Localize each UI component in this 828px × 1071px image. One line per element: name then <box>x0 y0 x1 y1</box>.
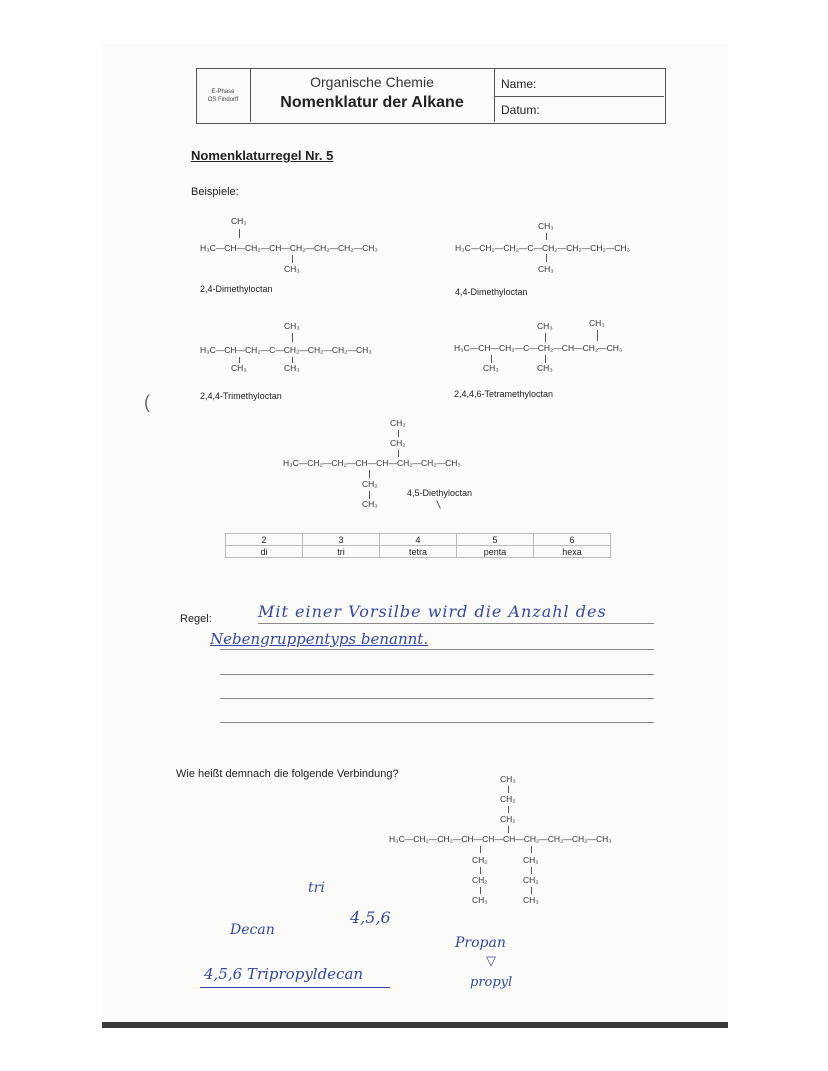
bond <box>292 255 293 263</box>
bond <box>398 430 399 437</box>
prefix-number: 5 <box>457 534 534 546</box>
example-2-main: H₃C—CH₂—CH₂—C—CH₂—CH₂—CH₂—CH₃ <box>455 243 630 253</box>
example-5-bottom-2: CH₃ <box>362 499 378 509</box>
bond <box>369 491 370 499</box>
example-5-top-1: CH₃ <box>390 418 406 428</box>
bond <box>480 867 481 874</box>
qc-top-1: CH₃ <box>500 774 516 784</box>
handwritten-decan: Decan <box>230 922 275 938</box>
example-1-bottom: CH₃ <box>284 264 300 274</box>
page-edge-shadow <box>102 1022 728 1028</box>
example-4-top-2: CH₃ <box>589 318 605 328</box>
example-3-main: H₃C—CH—CH₂—C—CH₂—CH₂—CH₂—CH₃ <box>200 345 372 355</box>
example-2-bottom: CH₃ <box>538 264 554 274</box>
prefix-number: 4 <box>380 534 457 546</box>
qc-top-3: CH₂ <box>500 814 516 824</box>
bond <box>480 846 481 853</box>
handwritten-answer: 4,5,6 Tripropyldecan <box>204 965 364 983</box>
bond <box>491 355 492 363</box>
prefix-name: tetra <box>380 546 457 558</box>
prefix-numbers-row <box>226 534 611 546</box>
bond <box>292 333 293 342</box>
answer-line-2 <box>220 649 654 650</box>
bond <box>480 887 481 894</box>
prefix-table <box>225 533 611 558</box>
example-1-top: CH₃ <box>231 216 247 226</box>
prefix-name: penta <box>457 546 534 558</box>
example-4-name: 2,4,4,6-Tetramethyloctan <box>454 389 554 399</box>
bond <box>398 450 399 457</box>
example-4-top-1: CH₃ <box>537 321 553 331</box>
example-3-bottom-1: CH₃ <box>231 363 247 373</box>
bond <box>546 233 547 240</box>
example-3-bottom-2: CH₃ <box>284 363 300 373</box>
handwritten-propyl: propyl <box>470 975 513 990</box>
subject-label: Organische Chemie <box>310 74 434 90</box>
prefix-name: hexa <box>534 546 611 558</box>
example-2-top: CH₃ <box>538 221 554 231</box>
qc-left-2: CH₂ <box>472 875 488 885</box>
rule-label: Regel: <box>180 613 212 625</box>
example-5-name: 4,5-Diethyloctan <box>407 488 473 498</box>
example-5-top-2: CH₂ <box>390 438 406 448</box>
example-4-main: H₃C—CH—CH₂—C—CH₂—CH—CH₂—CH₃ <box>454 343 623 353</box>
rule-handwritten-line-2: Nebengruppentyps benannt. <box>210 630 429 648</box>
qc-left-1: CH₂ <box>472 855 488 865</box>
page-title: Nomenklatur der Alkane <box>280 94 464 111</box>
arrow-down-icon: ▽ <box>486 953 496 968</box>
answer-line-3 <box>220 674 654 675</box>
header-divider-left <box>250 68 251 122</box>
prefix-number: 2 <box>226 534 303 546</box>
handwritten-propan: Propan <box>455 935 506 951</box>
bond <box>597 330 598 341</box>
qc-right-3: CH₃ <box>523 895 539 905</box>
bond <box>239 229 240 238</box>
bond <box>531 846 532 853</box>
bond <box>545 333 546 342</box>
example-4-bottom-1: CH₃ <box>483 363 499 373</box>
bond <box>508 786 509 793</box>
examples-label: Beispiele: <box>191 186 239 198</box>
example-4-bottom-2: CH₃ <box>537 363 553 373</box>
answer-line-5 <box>220 722 654 723</box>
example-3-name: 2,4,4-Trimethyloctan <box>200 391 282 401</box>
example-5-bottom-1: CH₂ <box>362 479 378 489</box>
rule-heading: Nomenklaturregel Nr. 5 <box>191 148 334 163</box>
header-divider-mid <box>494 96 664 97</box>
answer-line-4 <box>220 698 654 699</box>
qc-main: H₃C—CH₂—CH₂—CH—CH—CH—CH₂—CH₂—CH₂—CH₃ <box>389 834 612 844</box>
example-1-name: 2,4-Dimethyloctan <box>200 284 273 294</box>
bond <box>531 867 532 874</box>
qc-left-3: CH₃ <box>472 895 488 905</box>
school-line2: OS Findorff <box>207 97 239 103</box>
school-line1: E-Phase <box>211 89 235 95</box>
bond <box>531 887 532 894</box>
qc-right-1: CH₂ <box>523 855 539 865</box>
bond <box>508 826 509 833</box>
prefix-number: 3 <box>303 534 380 546</box>
example-1-main: H₃C—CH—CH₂—CH—CH₂—CH₂—CH₂—CH₃ <box>200 243 378 253</box>
bond <box>545 355 546 363</box>
date-label: Datum: <box>501 103 540 117</box>
bond <box>369 470 370 478</box>
handwritten-tri: tri <box>308 880 325 896</box>
qc-top-2: CH₂ <box>500 794 516 804</box>
prefix-name: tri <box>303 546 380 558</box>
prefix-name: di <box>226 546 303 558</box>
question-text: Wie heißt demnach die folgende Verbindung? <box>176 768 399 780</box>
prefix-number: 6 <box>534 534 611 546</box>
rule-handwritten-line-1: Mit einer Vorsilbe wird die Anzahl des <box>258 602 607 621</box>
handwritten-positions: 4,5,6 <box>350 908 391 927</box>
answer-underline <box>200 987 390 988</box>
example-3-top: CH₃ <box>284 321 300 331</box>
prefix-names-row <box>226 546 611 558</box>
example-5-main: H₃C—CH₂—CH₂—CH—CH—CH₂—CH₂—CH₃ <box>283 458 461 468</box>
qc-right-2: CH₂ <box>523 875 539 885</box>
margin-paren-mark: ( <box>144 392 150 412</box>
name-label: Name: <box>501 77 537 91</box>
bond <box>508 806 509 813</box>
header-divider-right <box>494 68 495 122</box>
school-logo-text <box>199 88 247 104</box>
answer-line-1 <box>258 623 654 624</box>
bond <box>546 254 547 262</box>
example-2-name: 4,4-Dimethyloctan <box>455 287 528 297</box>
